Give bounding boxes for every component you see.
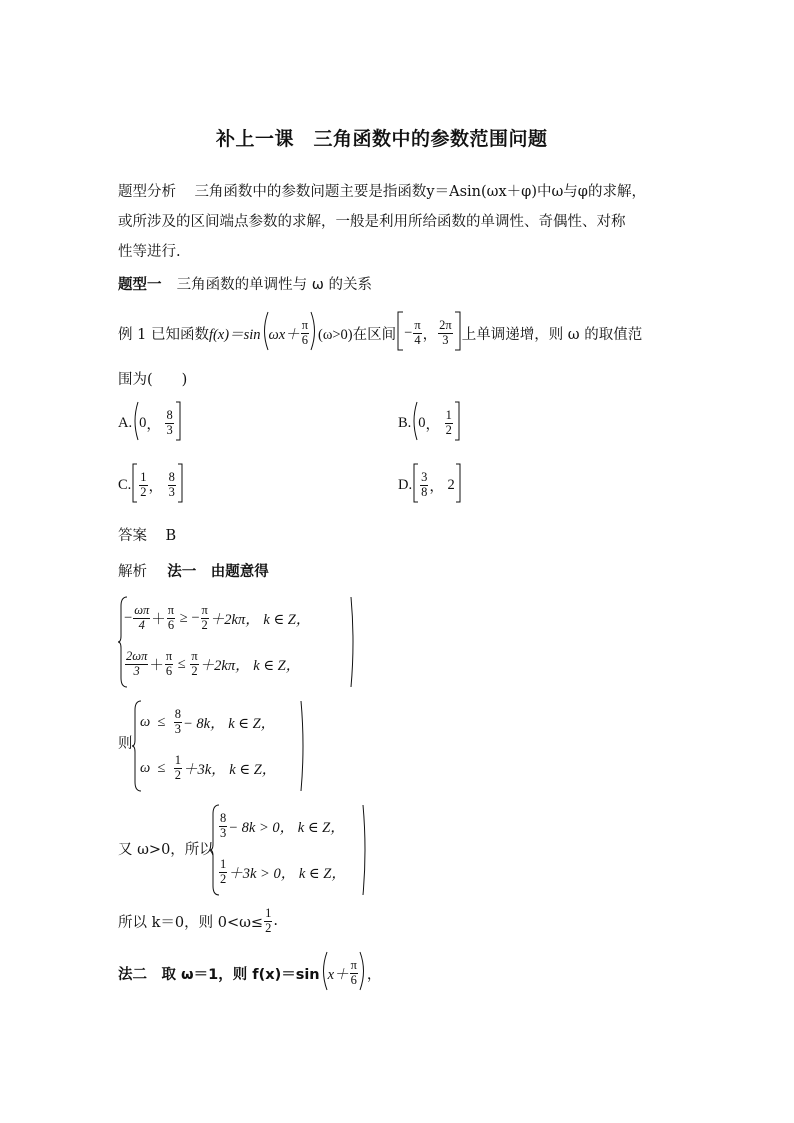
analysis-line-2: 或所涉及的区间端点参数的求解，一般是利用所给函数的单调性、奇偶性、对称 — [118, 214, 626, 230]
option-a[interactable]: A. 0 ， $\frac{8}{3}$ — [118, 402, 182, 444]
system-3-row-2: $\frac{1}{2}$ ＋3k > 0， k ∈ Z， — [220, 857, 346, 886]
conclusion-text: 所以 k＝0，则 0<ω≤ — [118, 914, 264, 931]
paren-right-m2 — [359, 951, 367, 995]
frac-pi-6-m2: $\frac{\pi}{6}$ — [350, 958, 357, 987]
frac-pi-2-s2: $\frac{\pi}{2}$ — [191, 649, 198, 678]
zero-a: 0 — [139, 414, 147, 431]
section-heading-1 — [118, 273, 372, 294]
example-suffix: 上单调递增，则 ω 的取值范 — [461, 326, 643, 343]
frac-1-2-conclusion: $\frac{1}{2}$ — [265, 906, 272, 935]
zero-b: 0 — [418, 414, 426, 431]
solution-method-1: 法一 由题意得 — [167, 564, 269, 580]
system-2 — [132, 700, 312, 792]
bracket-right-1 — [350, 596, 356, 688]
option-c[interactable]: C. $\frac{1}{2}$ ， $\frac{8}{3}$ — [118, 464, 184, 506]
comma-a: ， — [146, 416, 161, 433]
section-label: 题型一 — [118, 277, 162, 293]
frac-1-2-s3: $\frac{1}{2}$ — [220, 857, 227, 886]
bracket-close-b — [454, 401, 461, 446]
bracket-right-2 — [300, 700, 306, 792]
bracket-right-3 — [362, 804, 368, 896]
section-text: 三角函数的单调性与 ω 的关系 — [176, 277, 373, 293]
end-comma: ， — [366, 966, 382, 983]
example-cond: (ω>0)在区间 — [318, 326, 397, 343]
frac-pi-6-s1: $\frac{\pi}{6}$ — [167, 603, 175, 632]
example-1-line-1 — [118, 312, 642, 354]
two-d: 2 — [447, 476, 455, 493]
frac-pi-6: $\frac{\pi}{6}$ — [301, 318, 308, 347]
answer-line — [118, 524, 176, 545]
x-plus: x＋ — [327, 966, 349, 983]
example-fx: f(x)＝sin — [208, 326, 261, 343]
then-label: 则 — [118, 736, 133, 752]
comma: ， — [422, 326, 438, 343]
paren-open-a — [132, 401, 139, 446]
frac-8-3-s2: $\frac{8}{3}$ — [174, 707, 181, 736]
analysis-label: 题型分析 — [118, 184, 176, 200]
method-2-line — [118, 952, 381, 994]
bracket-right — [454, 311, 462, 355]
frac-wpi-4: $\frac{\omega\pi}{4}$ — [134, 603, 150, 632]
bracket-open-d — [412, 463, 419, 508]
system-1 — [118, 596, 368, 688]
frac-2pi-3: $\frac{2\pi}{3}$ — [439, 318, 452, 347]
frac-8-3-c: $\frac{8}{3}$ — [168, 470, 175, 499]
method-2-text: 法二 取 ω＝1，则 f(x)＝sin — [118, 966, 320, 983]
bracket-close-c — [177, 463, 184, 508]
bracket-left — [396, 311, 404, 355]
page-title: 补上一课 三角函数中的参数范围问题 — [216, 128, 548, 150]
comma-b: ， — [425, 416, 441, 433]
conclusion-line — [118, 900, 278, 942]
bracket-close-d — [455, 463, 462, 508]
bracket-close-a — [175, 401, 182, 446]
system-3 — [210, 804, 370, 896]
solution-label: 解析 — [118, 564, 147, 580]
minus-sign: − — [404, 324, 413, 341]
frac-8-3-s3: $\frac{8}{3}$ — [220, 811, 227, 840]
option-d[interactable]: D. $\frac{3}{8}$ ， 2 — [398, 464, 462, 506]
frac-1-2-s2: $\frac{1}{2}$ — [174, 753, 181, 782]
paren-open-b — [411, 401, 418, 446]
frac-8-3-a: $\frac{8}{3}$ — [166, 408, 173, 437]
system-2-row-2: ω ≤ $\frac{1}{2}$ ＋3k， k ∈ Z， — [140, 753, 277, 782]
comma-d: ， — [429, 478, 444, 495]
system-3-row-1: $\frac{8}{3}$ − 8k > 0， k ∈ Z， — [220, 811, 345, 840]
frac-pi-2-s1: $\frac{\pi}{2}$ — [201, 603, 208, 632]
answer-value: B — [165, 528, 177, 544]
omega-x-plus: ωx＋ — [268, 326, 300, 343]
system-1-row-1: − $\frac{\omega\pi}{4}$ ＋ $\frac{\pi}{6}$ ≥ − $\frac{\pi}{2}$ ＋2kπ， k ∈ Z， — [124, 603, 311, 632]
paren-right — [310, 311, 318, 355]
frac-3-8-d: $\frac{3}{8}$ — [421, 470, 428, 499]
frac-pi-6-s2: $\frac{\pi}{6}$ — [165, 649, 173, 678]
analysis-line-1 — [118, 180, 646, 201]
comma-c: ， — [148, 478, 164, 495]
frac-1-2-b: $\frac{1}{2}$ — [445, 408, 452, 437]
system-2-row-1: ω ≤ $\frac{8}{3}$ − 8k， k ∈ Z， — [140, 707, 276, 736]
analysis-line-3: 性等进行. — [118, 244, 181, 260]
bracket-open-c — [131, 463, 138, 508]
paren-left — [261, 311, 269, 355]
frac-1-2-c: $\frac{1}{2}$ — [140, 470, 147, 499]
period: . — [273, 913, 278, 929]
also-label: 又 ω>0，所以 — [118, 842, 214, 858]
solution-line — [118, 560, 269, 581]
paren-left-m2 — [320, 951, 328, 995]
frac-2wpi-3: $\frac{2\omega\pi}{3}$ — [126, 649, 148, 678]
system-1-row-2: $\frac{2\omega\pi}{3}$ ＋ $\frac{\pi}{6}$ ≤ $\frac{\pi}{2}$ ＋2kπ， k ∈ Z， — [126, 649, 301, 678]
example-1-line-2: 围为( ) — [118, 372, 188, 388]
answer-label: 答案 — [118, 528, 147, 544]
analysis-text-1: 三角函数中的参数问题主要是指函数y＝Asin(ωx＋φ)中ω与φ的求解， — [194, 184, 646, 200]
frac-pi-4: $\frac{\pi}{4}$ — [414, 318, 421, 347]
example-prefix: 例 1 已知函数 — [118, 326, 209, 343]
option-b[interactable]: B. 0 ， $\frac{1}{2}$ — [398, 402, 461, 444]
